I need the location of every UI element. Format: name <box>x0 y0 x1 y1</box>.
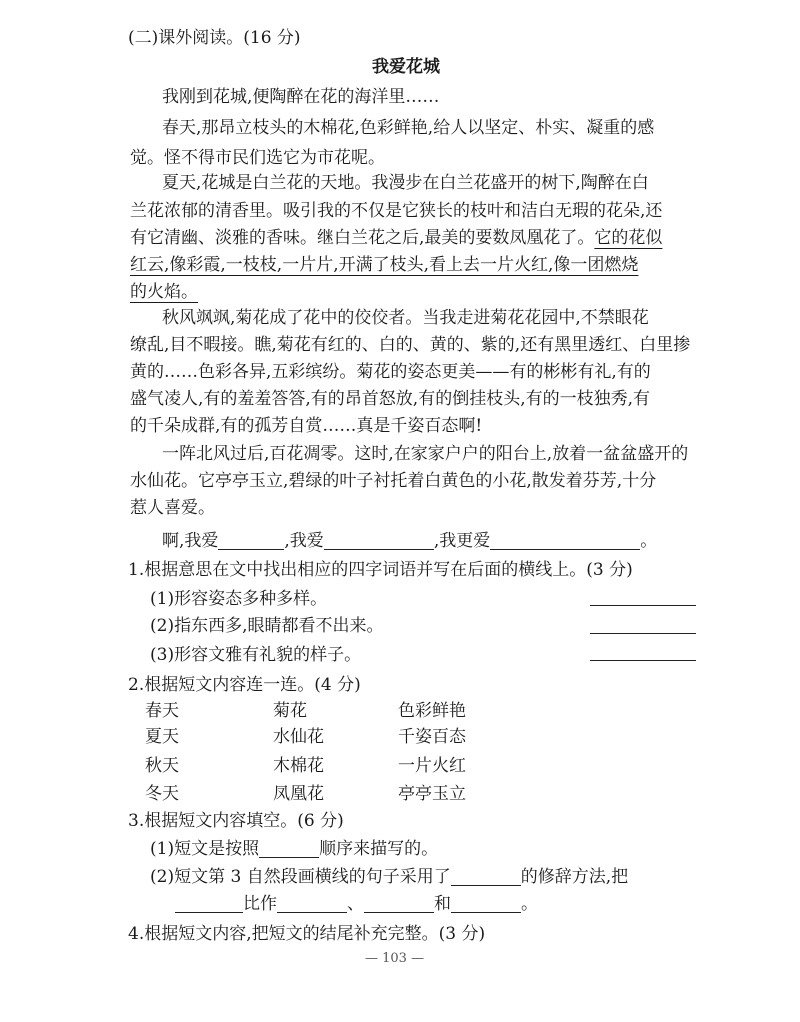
answer-blank[interactable] <box>490 531 640 550</box>
question-1: 1.根据意思在文中找出相应的四字词语并写在后面的横线上。(3 分) <box>128 560 633 580</box>
paragraph-line: 一阵北风过后,百花凋零。这时,在家家户户的阳台上,放着一盆盆盛开的 <box>162 444 689 464</box>
q3-text: 的修辞方法,把 <box>520 867 629 887</box>
paragraph-line: 觉。怪不得市民们选它为市花呢。 <box>130 148 385 168</box>
q3-text: 比作 <box>243 894 277 914</box>
answer-blank[interactable] <box>451 867 521 886</box>
question-3-item-1 <box>150 838 438 860</box>
ending-text: ,我爱 <box>284 531 324 551</box>
ending-text: 啊,我爱 <box>162 531 219 551</box>
paragraph-line: 我刚到花城,便陶醉在花的海洋里…… <box>162 87 440 107</box>
paragraph-line: 夏天,花城是白兰花的天地。我漫步在白兰花盛开的树下,陶醉在白 <box>162 173 649 193</box>
flower-label[interactable]: 水仙花 <box>273 727 324 747</box>
paragraph-line: 的千朵成群,有的孤芳自赏……真是千姿百态啊! <box>130 416 483 436</box>
ending-text: ,我更爱 <box>433 531 491 551</box>
answer-blank[interactable] <box>259 839 319 858</box>
season-label[interactable]: 春天 <box>145 701 179 721</box>
season-label[interactable]: 夏天 <box>145 727 179 747</box>
paragraph-text: 有它清幽、淡雅的香味。继白兰花之后,最美的要数凤凰花了。 <box>130 228 595 248</box>
paragraph-line: 秋风飒飒,菊花成了花中的佼佼者。当我走进菊花花园中,不禁眼花 <box>162 308 649 328</box>
paragraph-line <box>130 227 662 249</box>
season-label[interactable]: 冬天 <box>145 784 179 804</box>
q3-text: (1)短文是按照 <box>150 839 260 859</box>
paragraph-line: 春天,那昂立枝头的木棉花,色彩鲜艳,给人以坚定、朴实、凝重的感 <box>162 118 655 138</box>
description-label[interactable]: 亭亭玉立 <box>398 784 466 804</box>
underlined-sentence: 它的花似 <box>594 228 663 248</box>
paragraph-line: 兰花浓郁的清香里。吸引我的不仅是它狭长的枝叶和洁白无瑕的花朵,还 <box>130 201 663 221</box>
answer-line[interactable] <box>590 633 696 634</box>
question-1-item: (1)形容姿态多种多样。 <box>150 589 328 609</box>
question-1-item: (2)指东西多,眼睛都看不出来。 <box>150 616 384 636</box>
question-3-item-2 <box>150 866 628 888</box>
answer-blank[interactable] <box>277 894 347 913</box>
underlined-sentence: 的火焰。 <box>130 282 198 302</box>
answer-line[interactable] <box>590 660 696 661</box>
ending-text: 。 <box>640 531 658 551</box>
question-1-item: (3)形容文雅有礼貌的样子。 <box>150 645 362 665</box>
paragraph-line: 惹人喜爱。 <box>130 498 215 518</box>
description-label[interactable]: 色彩鲜艳 <box>398 701 466 721</box>
flower-label[interactable]: 木棉花 <box>273 756 324 776</box>
description-label[interactable]: 一片火红 <box>398 756 466 776</box>
season-label[interactable]: 秋天 <box>145 756 179 776</box>
q3-text: 顺序来描写的。 <box>319 839 439 859</box>
answer-blank[interactable] <box>218 531 284 550</box>
paragraph-line: 缭乱,目不暇接。瞧,菊花有红的、白的、黄的、紫的,还有黑里透红、白里掺 <box>130 335 691 355</box>
q3-text: 和 <box>434 894 451 914</box>
flower-label[interactable]: 凤凰花 <box>273 784 324 804</box>
paragraph-line: 水仙花。它亭亭玉立,碧绿的叶子衬托着白黄色的小花,散发着芬芳,十分 <box>130 471 657 491</box>
answer-line[interactable] <box>590 605 696 606</box>
q3-text: 。 <box>521 894 538 914</box>
ending-fill-line <box>162 530 657 552</box>
question-2: 2.根据短文内容连一连。(4 分) <box>128 675 361 695</box>
answer-blank[interactable] <box>175 894 243 913</box>
article-title: 我爱花城 <box>372 57 440 77</box>
question-3-item-2-cont <box>175 893 538 915</box>
answer-blank[interactable] <box>451 894 521 913</box>
q3-text: (2)短文第 3 自然段画横线的句子采用了 <box>150 867 451 887</box>
question-4: 4.根据短文内容,把短文的结尾补充完整。(3 分) <box>128 924 486 944</box>
section-heading: (二)课外阅读。(16 分) <box>128 28 301 48</box>
paragraph-line: 盛气凌人,有的羞羞答答,有的昂首怒放,有的倒挂枝头,有的一枝独秀,有 <box>130 389 651 409</box>
q3-text: 、 <box>347 894 364 914</box>
underlined-sentence: 红云,像彩霞,一枝枝,一片片,开满了枝头,看上去一片火红,像一团燃烧 <box>130 255 639 275</box>
question-3: 3.根据短文内容填空。(6 分) <box>128 811 344 831</box>
flower-label[interactable]: 菊花 <box>273 701 307 721</box>
answer-blank[interactable] <box>324 531 434 550</box>
answer-blank[interactable] <box>364 894 434 913</box>
paragraph-line: 黄的……色彩各异,五彩缤纷。菊花的姿态更美——有的彬彬有礼,有的 <box>130 362 651 382</box>
page-number: — 103 — <box>365 951 425 966</box>
description-label[interactable]: 千姿百态 <box>398 727 466 747</box>
